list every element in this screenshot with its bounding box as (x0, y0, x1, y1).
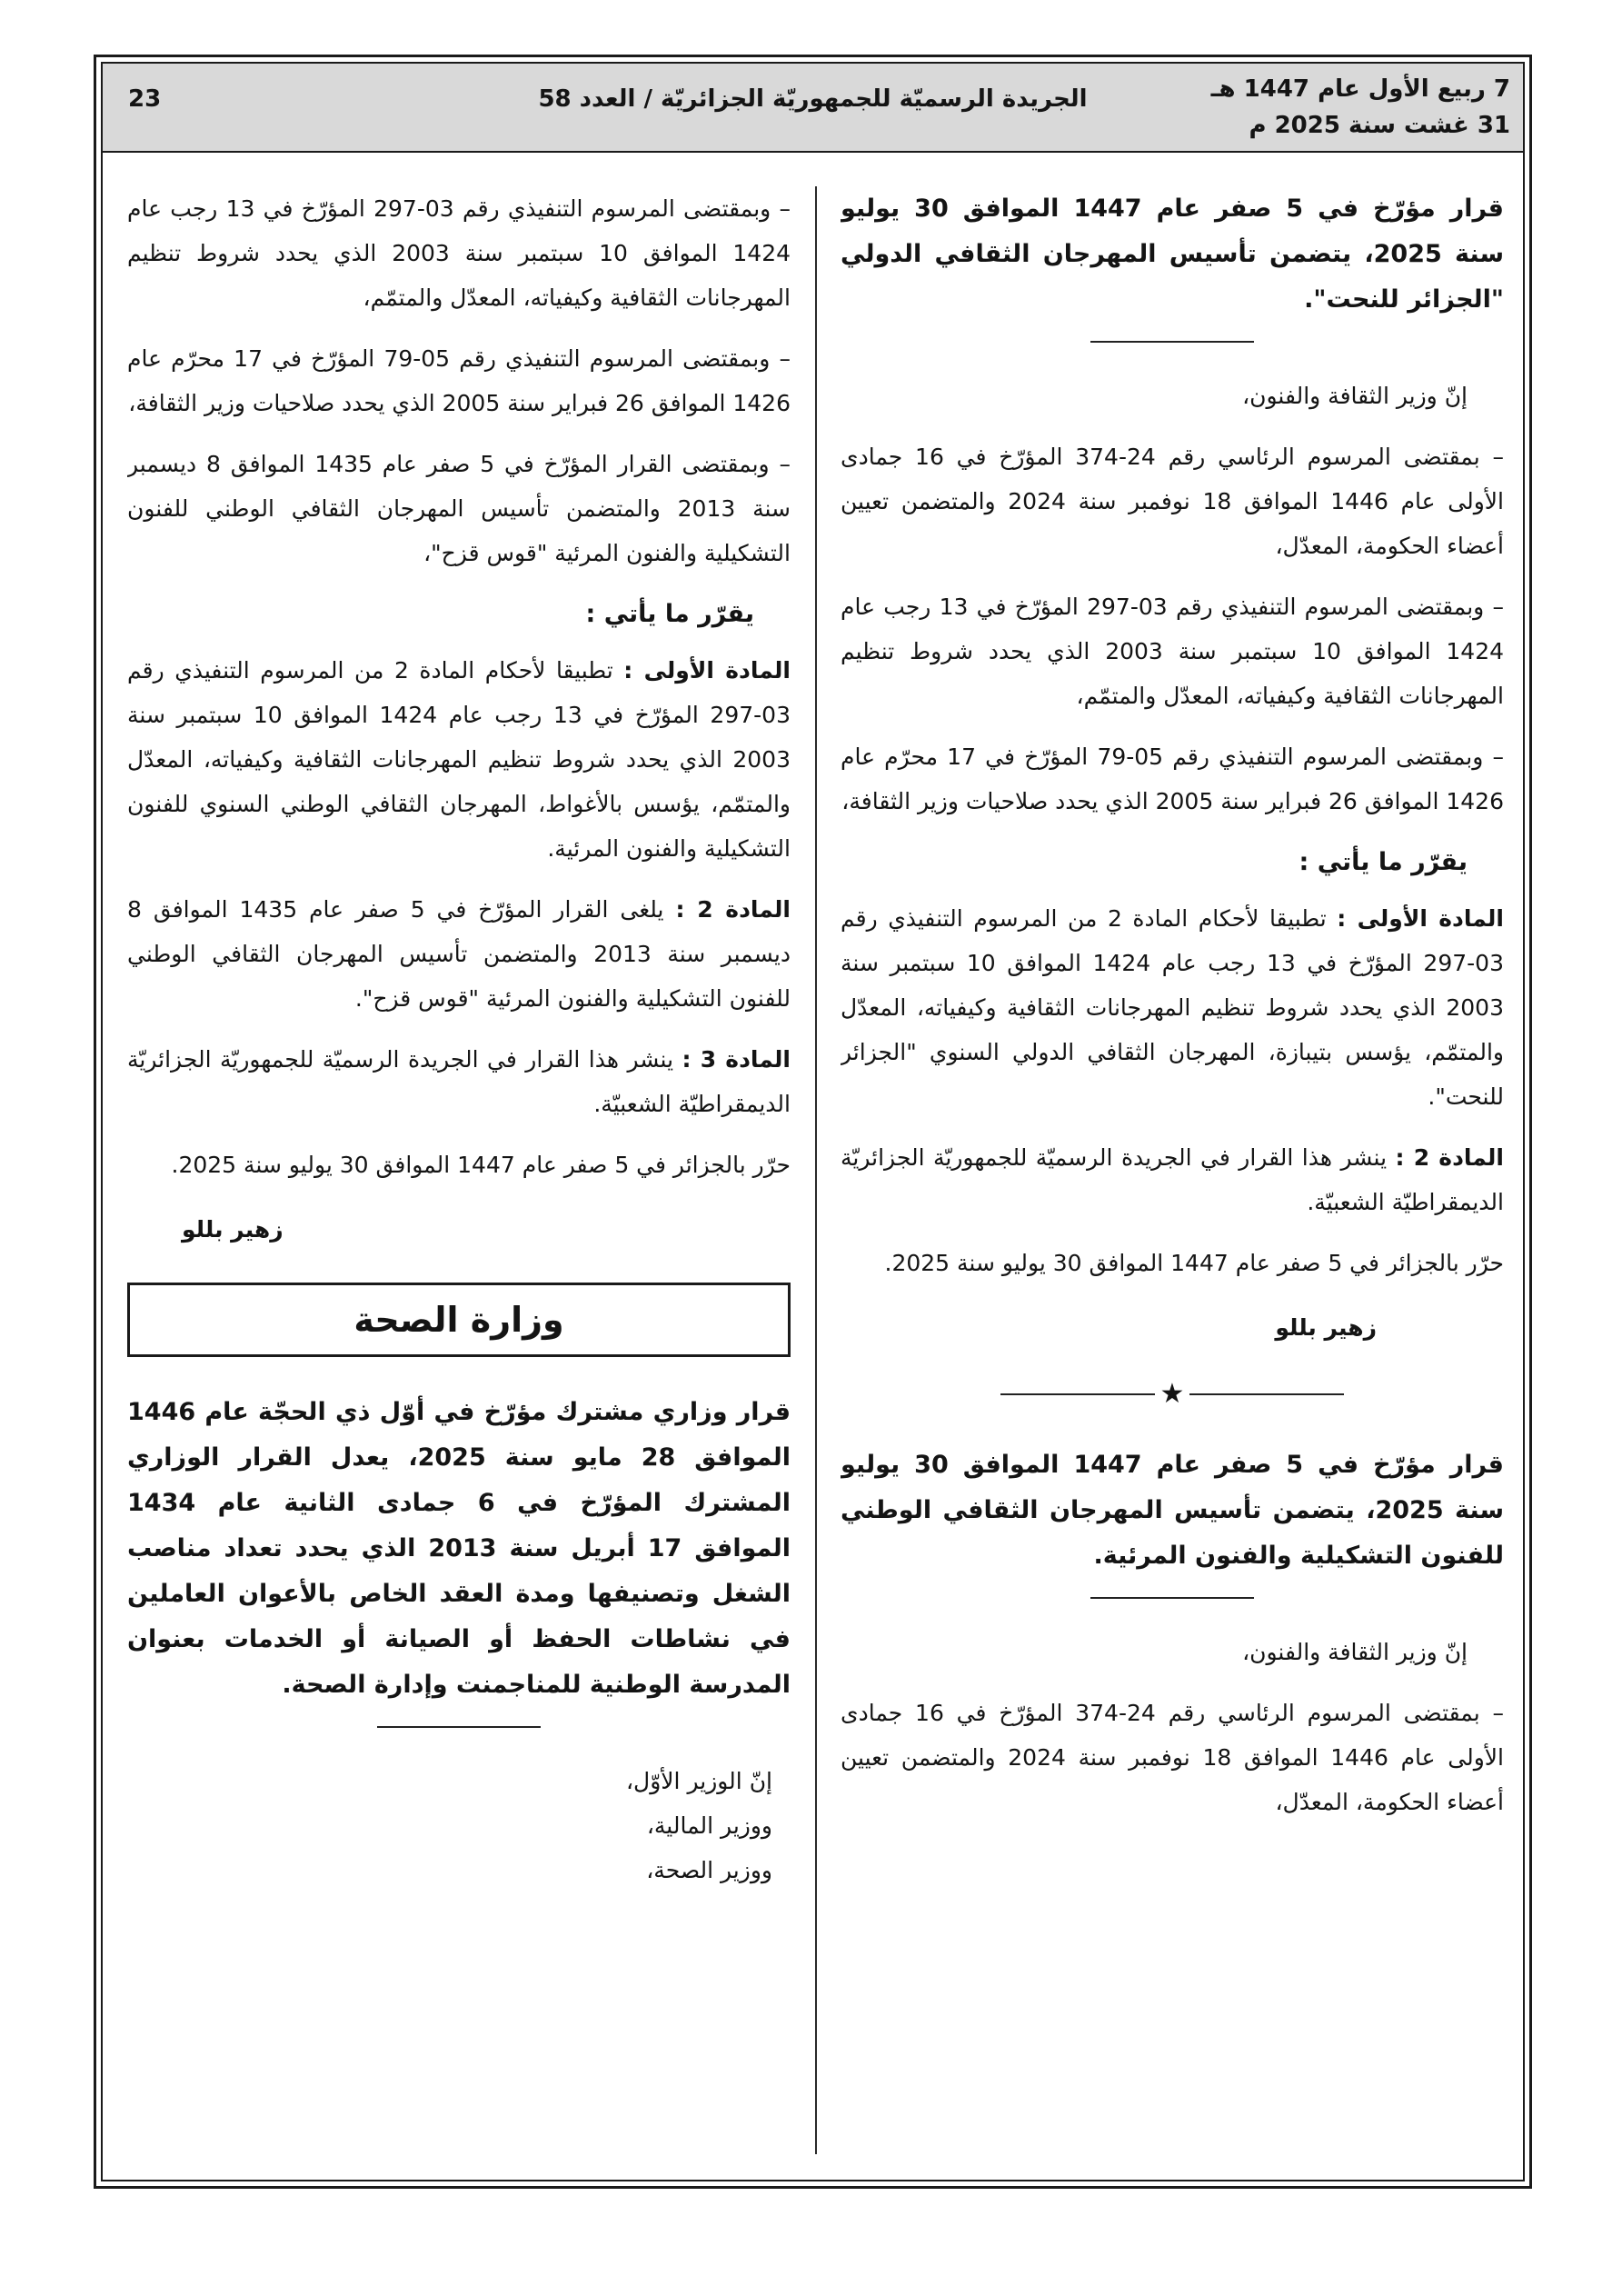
star-separator (841, 1378, 1504, 1410)
decision1-signature: زهير بللو (1275, 1314, 1377, 1341)
decision2-article-2-label: المادة 2 : (675, 896, 791, 923)
decision2-preamble-4: – وبمقتضى القرار المؤرّخ في 5 صفر عام 1435 الموافق 8 ديسمبر سنة 2013 والمتضمن تأسيس المهرجان الثقافي الوطني للفنون التشكيلية والفنون المرئية "قوس قزح"، (127, 451, 791, 566)
decision1-article-1-label: المادة الأولى : (1337, 905, 1504, 932)
decision2-preamble-3: – وبمقتضى المرسوم التنفيذي رقم 05-79 المؤرّخ في 17 محرّم عام 1426 الموافق 26 فبراير سنة 2005 الذي يحدد صلاحيات وزير الثقافة، (127, 345, 791, 416)
decision3-signatory-3: ووزير الصحة، (646, 1857, 772, 1883)
gazette-header (103, 64, 1523, 153)
decision1-preamble-3: – وبمقتضى المرسوم التنفيذي رقم 05-79 المؤرّخ في 17 محرّم عام 1426 الموافق 26 فبراير سنة 2005 الذي يحدد صلاحيات وزير الثقافة، (841, 744, 1504, 814)
decision2-article-3 (127, 1037, 791, 1126)
left-column (127, 186, 791, 2154)
decision2-article-2-text: يلغى القرار المؤرّخ في 5 صفر عام 1435 الموافق 8 ديسمبر سنة 2013 والمتضمن تأسيس المهرجان الثقافي الوطني للفنون التشكيلية والفنون المرئية "قوس قزح". (127, 896, 791, 1012)
decision1-intro: إنّ وزير الثقافة والفنون، (1242, 383, 1468, 409)
decision2-article-1-text: تطبيقا لأحكام المادة 2 من المرسوم التنفيذي رقم 03-297 المؤرّخ في 13 رجب عام 1424 الموافق 10 سبتمبر سنة 2003 الذي يحدد شروط تنظيم المهرجانات الثقافية وكيفياته، المعدّل والمتمّم، يؤسس بالأغواط، المهرجان الثقافي الوطني السنوي للفنون التشكيلية والفنون المرئية. (127, 657, 791, 862)
star-separator-line-right (1189, 1393, 1344, 1395)
header-date-gregorian: 31 غشت سنة 2025 م (1249, 112, 1510, 139)
decision2-article-3-label: المادة 3 : (682, 1046, 791, 1073)
decision2-signature: زهير بللو (182, 1216, 284, 1243)
decision3-signatory-1: إنّ الوزير الأوّل، (625, 1768, 772, 1794)
ministry-heading-box (127, 1283, 791, 1357)
decision1-article-2 (841, 1135, 1504, 1224)
decision1-rule (1090, 341, 1254, 343)
decision3-title: قرار وزاري مشترك مؤرّخ في أوّل ذي الحجّة عام 1446 الموافق 28 مايو سنة 2025، يعدل القرار الوزاري المشترك المؤرّخ في 6 جمادى الثانية عام 1434 الموافق 17 أبريل سنة 2013 الذي يحدد تعداد مناصب الشغل وتصنيفها ومدة العقد الخاص بالأعوان العاملين في نشاطات الحفظ أو الصيانة أو الخدمات بعنوان المدرسة الوطنية للمناجمنت وإدارة الصحة. (127, 1398, 791, 1699)
right-column (841, 186, 1504, 2154)
header-gazette-title: الجريدة الرسميّة للجمهوريّة الجزائريّة / العدد 58 (538, 85, 1088, 113)
decision1-title: قرار مؤرّخ في 5 صفر عام 1447 الموافق 30 يوليو سنة 2025، يتضمن تأسيس المهرجان الثقافي الدولي "الجزائر للنحت". (841, 195, 1504, 314)
decision2-done-at: حرّر بالجزائر في 5 صفر عام 1447 الموافق 30 يوليو سنة 2025. (171, 1152, 791, 1178)
decision2-intro: إنّ وزير الثقافة والفنون، (1242, 1639, 1468, 1665)
decision2-article-3-text: ينشر هذا القرار في الجريدة الرسميّة للجمهوريّة الجزائريّة الديمقراطيّة الشعبيّة. (127, 1046, 791, 1117)
decision1-article-2-text: ينشر هذا القرار في الجريدة الرسميّة للجمهوريّة الجزائريّة الديمقراطيّة الشعبيّة. (841, 1144, 1504, 1215)
header-page-number: 23 (128, 85, 162, 113)
decision2-article-1-label: المادة الأولى : (623, 657, 791, 684)
decision1-article-1 (841, 896, 1504, 1119)
decision2-title: قرار مؤرّخ في 5 صفر عام 1447 الموافق 30 يوليو سنة 2025، يتضمن تأسيس المهرجان الثقافي الوطني للفنون التشكيلية والفنون المرئية. (841, 1451, 1504, 1570)
decision2-article-1 (127, 648, 791, 871)
decision1-preamble-2: – وبمقتضى المرسوم التنفيذي رقم 03-297 المؤرّخ في 13 رجب عام 1424 الموافق 10 سبتمبر سنة 2003 الذي يحدد شروط تنظيم المهرجانات الثقافية وكيفياته، المعدّل والمتمّم، (841, 594, 1504, 709)
column-divider (815, 186, 817, 2154)
decision1-done-at: حرّر بالجزائر في 5 صفر عام 1447 الموافق 30 يوليو سنة 2025. (884, 1250, 1504, 1276)
decision2-article-2 (127, 887, 791, 1021)
decision3-signatory-2: ووزير المالية، (646, 1812, 772, 1839)
header-date-hijri: 7 ربيع الأول عام 1447 هـ (1210, 75, 1510, 103)
ministry-heading: وزارة الصحة (353, 1300, 564, 1340)
decision1-article-2-label: المادة 2 : (1395, 1144, 1504, 1171)
decision3-rule (377, 1726, 541, 1728)
decision2-preamble-2: – وبمقتضى المرسوم التنفيذي رقم 03-297 المؤرّخ في 13 رجب عام 1424 الموافق 10 سبتمبر سنة 2003 الذي يحدد شروط تنظيم المهرجانات الثقافية وكيفياته، المعدّل والمتمّم، (127, 195, 791, 311)
star-icon: ★ (1159, 1378, 1185, 1410)
decision1-decides: يقرّر ما يأتي : (1299, 848, 1468, 876)
star-separator-line-left (1000, 1393, 1155, 1395)
decision2-preamble-1: – بمقتضى المرسوم الرئاسي رقم 24-374 المؤرّخ في 16 جمادى الأولى عام 1446 الموافق 18 نوفمبر سنة 2024 والمتضمن تعيين أعضاء الحكومة، المعدّل، (841, 1700, 1504, 1815)
decision2-decides: يقرّر ما يأتي : (585, 600, 754, 628)
decision2-rule (1090, 1597, 1254, 1599)
decision1-preamble-1: – بمقتضى المرسوم الرئاسي رقم 24-374 المؤرّخ في 16 جمادى الأولى عام 1446 الموافق 18 نوفمبر سنة 2024 والمتضمن تعيين أعضاء الحكومة، المعدّل، (841, 444, 1504, 559)
decision1-article-1-text: تطبيقا لأحكام المادة 2 من المرسوم التنفيذي رقم 03-297 المؤرّخ في 13 رجب عام 1424 الموافق 10 سبتمبر سنة 2003 الذي يحدد شروط تنظيم المهرجانات الثقافية وكيفياته، المعدّل والمتمّم، يؤسس بتيبازة، المهرجان الثقافي الدولي السنوي "الجزائر للنحت". (841, 905, 1504, 1110)
